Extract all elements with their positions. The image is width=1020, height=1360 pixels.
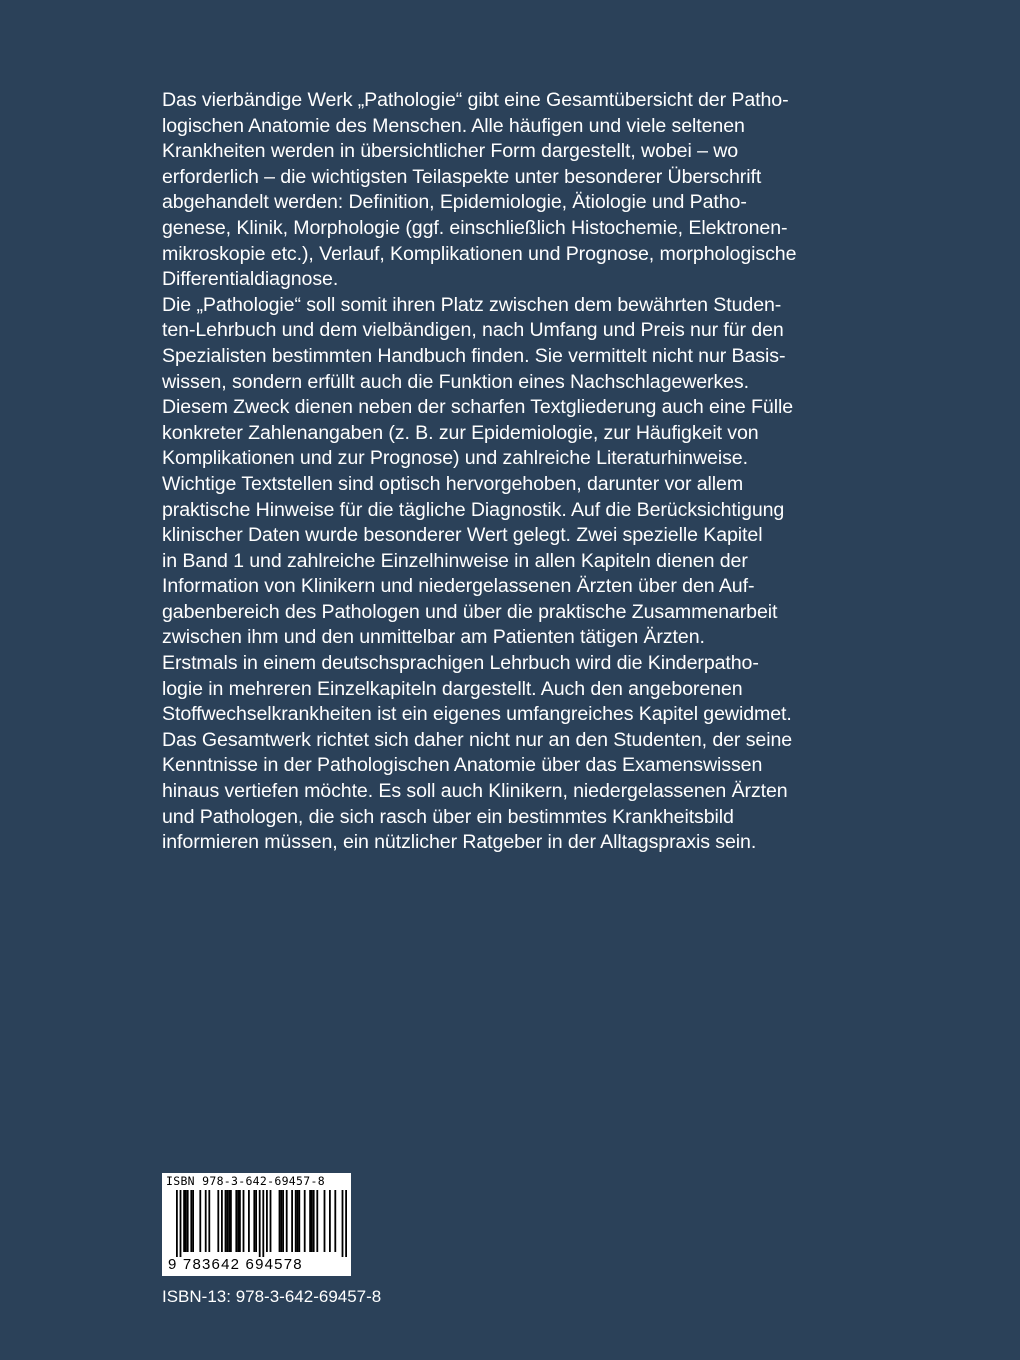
blurb-line: Wichtige Textstellen sind optisch hervorgehoben, darunter vor allem (162, 472, 744, 495)
barcode-bar (176, 1190, 178, 1257)
blurb-line: und Pathologen, die sich rasch über ein bestimmtes Krankheitsbild (162, 805, 734, 828)
blurb-line: konkreter Zahlenangaben (z. B. zur Epidemiologie, zur Häufigkeit von (162, 421, 759, 444)
barcode-bar (228, 1190, 230, 1252)
barcode-bar (255, 1190, 257, 1252)
barcode-bar (208, 1190, 210, 1252)
barcode-bar (309, 1190, 311, 1252)
barcode-bar (259, 1190, 261, 1257)
barcode-bar (237, 1190, 239, 1252)
blurb-line: Stoffwechselkrankheiten ist ein eigenes umfangreiches Kapitel gewidmet. (162, 703, 792, 726)
barcode-bar (311, 1190, 313, 1252)
barcode-bar (235, 1190, 237, 1252)
blurb-line: informieren müssen, ein nützlicher Ratgeber in der Alltagspraxis sein. (162, 831, 757, 854)
barcode-bar (192, 1190, 194, 1252)
blurb-line: zwischen ihm und den unmittelbar am Patienten tätigen Ärzten. (162, 626, 705, 649)
barcode-bar (230, 1190, 232, 1252)
barcode-bar (183, 1190, 185, 1252)
blurb-line: abgehandelt werden: Definition, Epidemiologie, Ätiologie und Patho- (162, 191, 747, 214)
blurb-line: Komplikationen und zur Prognose) und zahlreiche Literaturhinweise. (162, 447, 748, 470)
barcode-bar (345, 1190, 347, 1257)
barcode-bar (298, 1190, 300, 1252)
blurb-line: Spezialisten bestimmten Handbuch finden. Sie vermittelt nicht nur Basis- (162, 344, 786, 367)
blurb-line: logie in mehreren Einzelkapiteln dargestellt. Auch den angeborenen (162, 677, 743, 700)
barcode-digits: 9 783642 694578 (168, 1256, 303, 1273)
isbn-13-text: ISBN-13: 978-3-642-69457-8 (162, 1287, 382, 1306)
barcode-bar (180, 1190, 182, 1257)
blurb-line: hinaus vertiefen möchte. Es soll auch Klinikern, niedergelassenen Ärzten (162, 780, 788, 803)
blurb-line: Die „Pathologie“ soll somit ihren Platz zwischen dem bewährten Studen- (162, 293, 782, 316)
barcode-isbn-text: ISBN 978-3-642-69457-8 (166, 1174, 325, 1188)
barcode-bar (253, 1190, 255, 1252)
barcode-bar (187, 1190, 189, 1252)
barcode-bar (248, 1190, 250, 1252)
barcode-bar (185, 1190, 187, 1252)
blurb-line: mikroskopie etc.), Verlauf, Komplikationen und Prognose, morphologische (162, 242, 797, 265)
barcode-bar (334, 1190, 336, 1252)
blurb-line: gabenbereich des Pathologen und über die praktische Zusammenarbeit (162, 600, 778, 623)
barcode-bar (316, 1190, 318, 1252)
blurb-line: Erstmals in einem deutschsprachigen Lehrbuch wird die Kinderpatho- (162, 652, 759, 675)
back-cover-blurb (162, 88, 862, 856)
barcode-bar (329, 1190, 331, 1252)
blurb-line: ten-Lehrbuch und dem vielbändigen, nach Umfang und Preis nur für den (162, 319, 784, 342)
barcode-bar (280, 1190, 282, 1252)
barcode-bar (291, 1190, 293, 1252)
barcode-bar (239, 1190, 241, 1252)
blurb-line: Kenntnisse in der Pathologischen Anatomie über das Examenswissen (162, 754, 763, 777)
barcode-bar (313, 1190, 315, 1252)
barcode-label (162, 1173, 351, 1276)
blurb-line: Krankheiten werden in übersichtlicher Form dargestellt, wobei – wo (162, 140, 739, 163)
blurb-line: Das Gesamtwerk richtet sich daher nicht nur an den Studenten, der seine (162, 728, 793, 751)
barcode-bar (279, 1190, 281, 1252)
blurb-line: logischen Anatomie des Menschen. Alle häufigen und viele seltenen (162, 114, 745, 137)
barcode-bar (199, 1190, 201, 1252)
barcode-bar (286, 1190, 288, 1252)
barcode-bar (217, 1190, 219, 1252)
blurb-line: erforderlich – die wichtigsten Teilaspekte unter besonderer Überschrift (162, 165, 762, 188)
barcode-bar (295, 1190, 297, 1252)
blurb-line: Das vierbändige Werk „Pathologie“ gibt eine Gesamtübersicht der Patho- (162, 89, 789, 111)
barcode-bar (282, 1190, 284, 1252)
blurb-line: wissen, sondern erfüllt auch die Funktion eines Nachschlagewerkes. (162, 370, 749, 393)
barcode-bar (342, 1190, 344, 1257)
blurb-line: genese, Klinik, Morphologie (ggf. einschließlich Histochemie, Elektronen- (162, 216, 788, 239)
barcode-bar (270, 1190, 272, 1252)
barcode-bar (190, 1190, 192, 1252)
barcode-bar (297, 1190, 299, 1252)
barcode-bar (266, 1190, 268, 1252)
blurb-line: in Band 1 und zahlreiche Einzelhinweise in allen Kapiteln dienen der (162, 549, 748, 572)
blurb-line: praktische Hinweise für die tägliche Diagnostik. Auf die Berücksichtigung (162, 498, 785, 521)
barcode-bar (262, 1190, 264, 1257)
barcode-bar (225, 1190, 227, 1252)
barcode-bar (221, 1190, 223, 1252)
barcode-bar (304, 1190, 306, 1252)
barcode-bar (226, 1190, 228, 1252)
blurb-line: Diesem Zweck dienen neben der scharfen Textgliederung auch eine Fülle (162, 396, 794, 419)
barcode-bar (243, 1190, 245, 1252)
barcode-icon (162, 1190, 351, 1257)
blurb-line: Information von Klinikern und niedergelassenen Ärzten über den Auf- (162, 575, 755, 598)
barcode-bar (324, 1190, 326, 1252)
blurb-line: Differentialdiagnose. (162, 268, 339, 291)
blurb-line: klinischer Daten wurde besonderer Wert gelegt. Zwei spezielle Kapitel (162, 524, 763, 547)
barcode-bar (205, 1190, 207, 1252)
